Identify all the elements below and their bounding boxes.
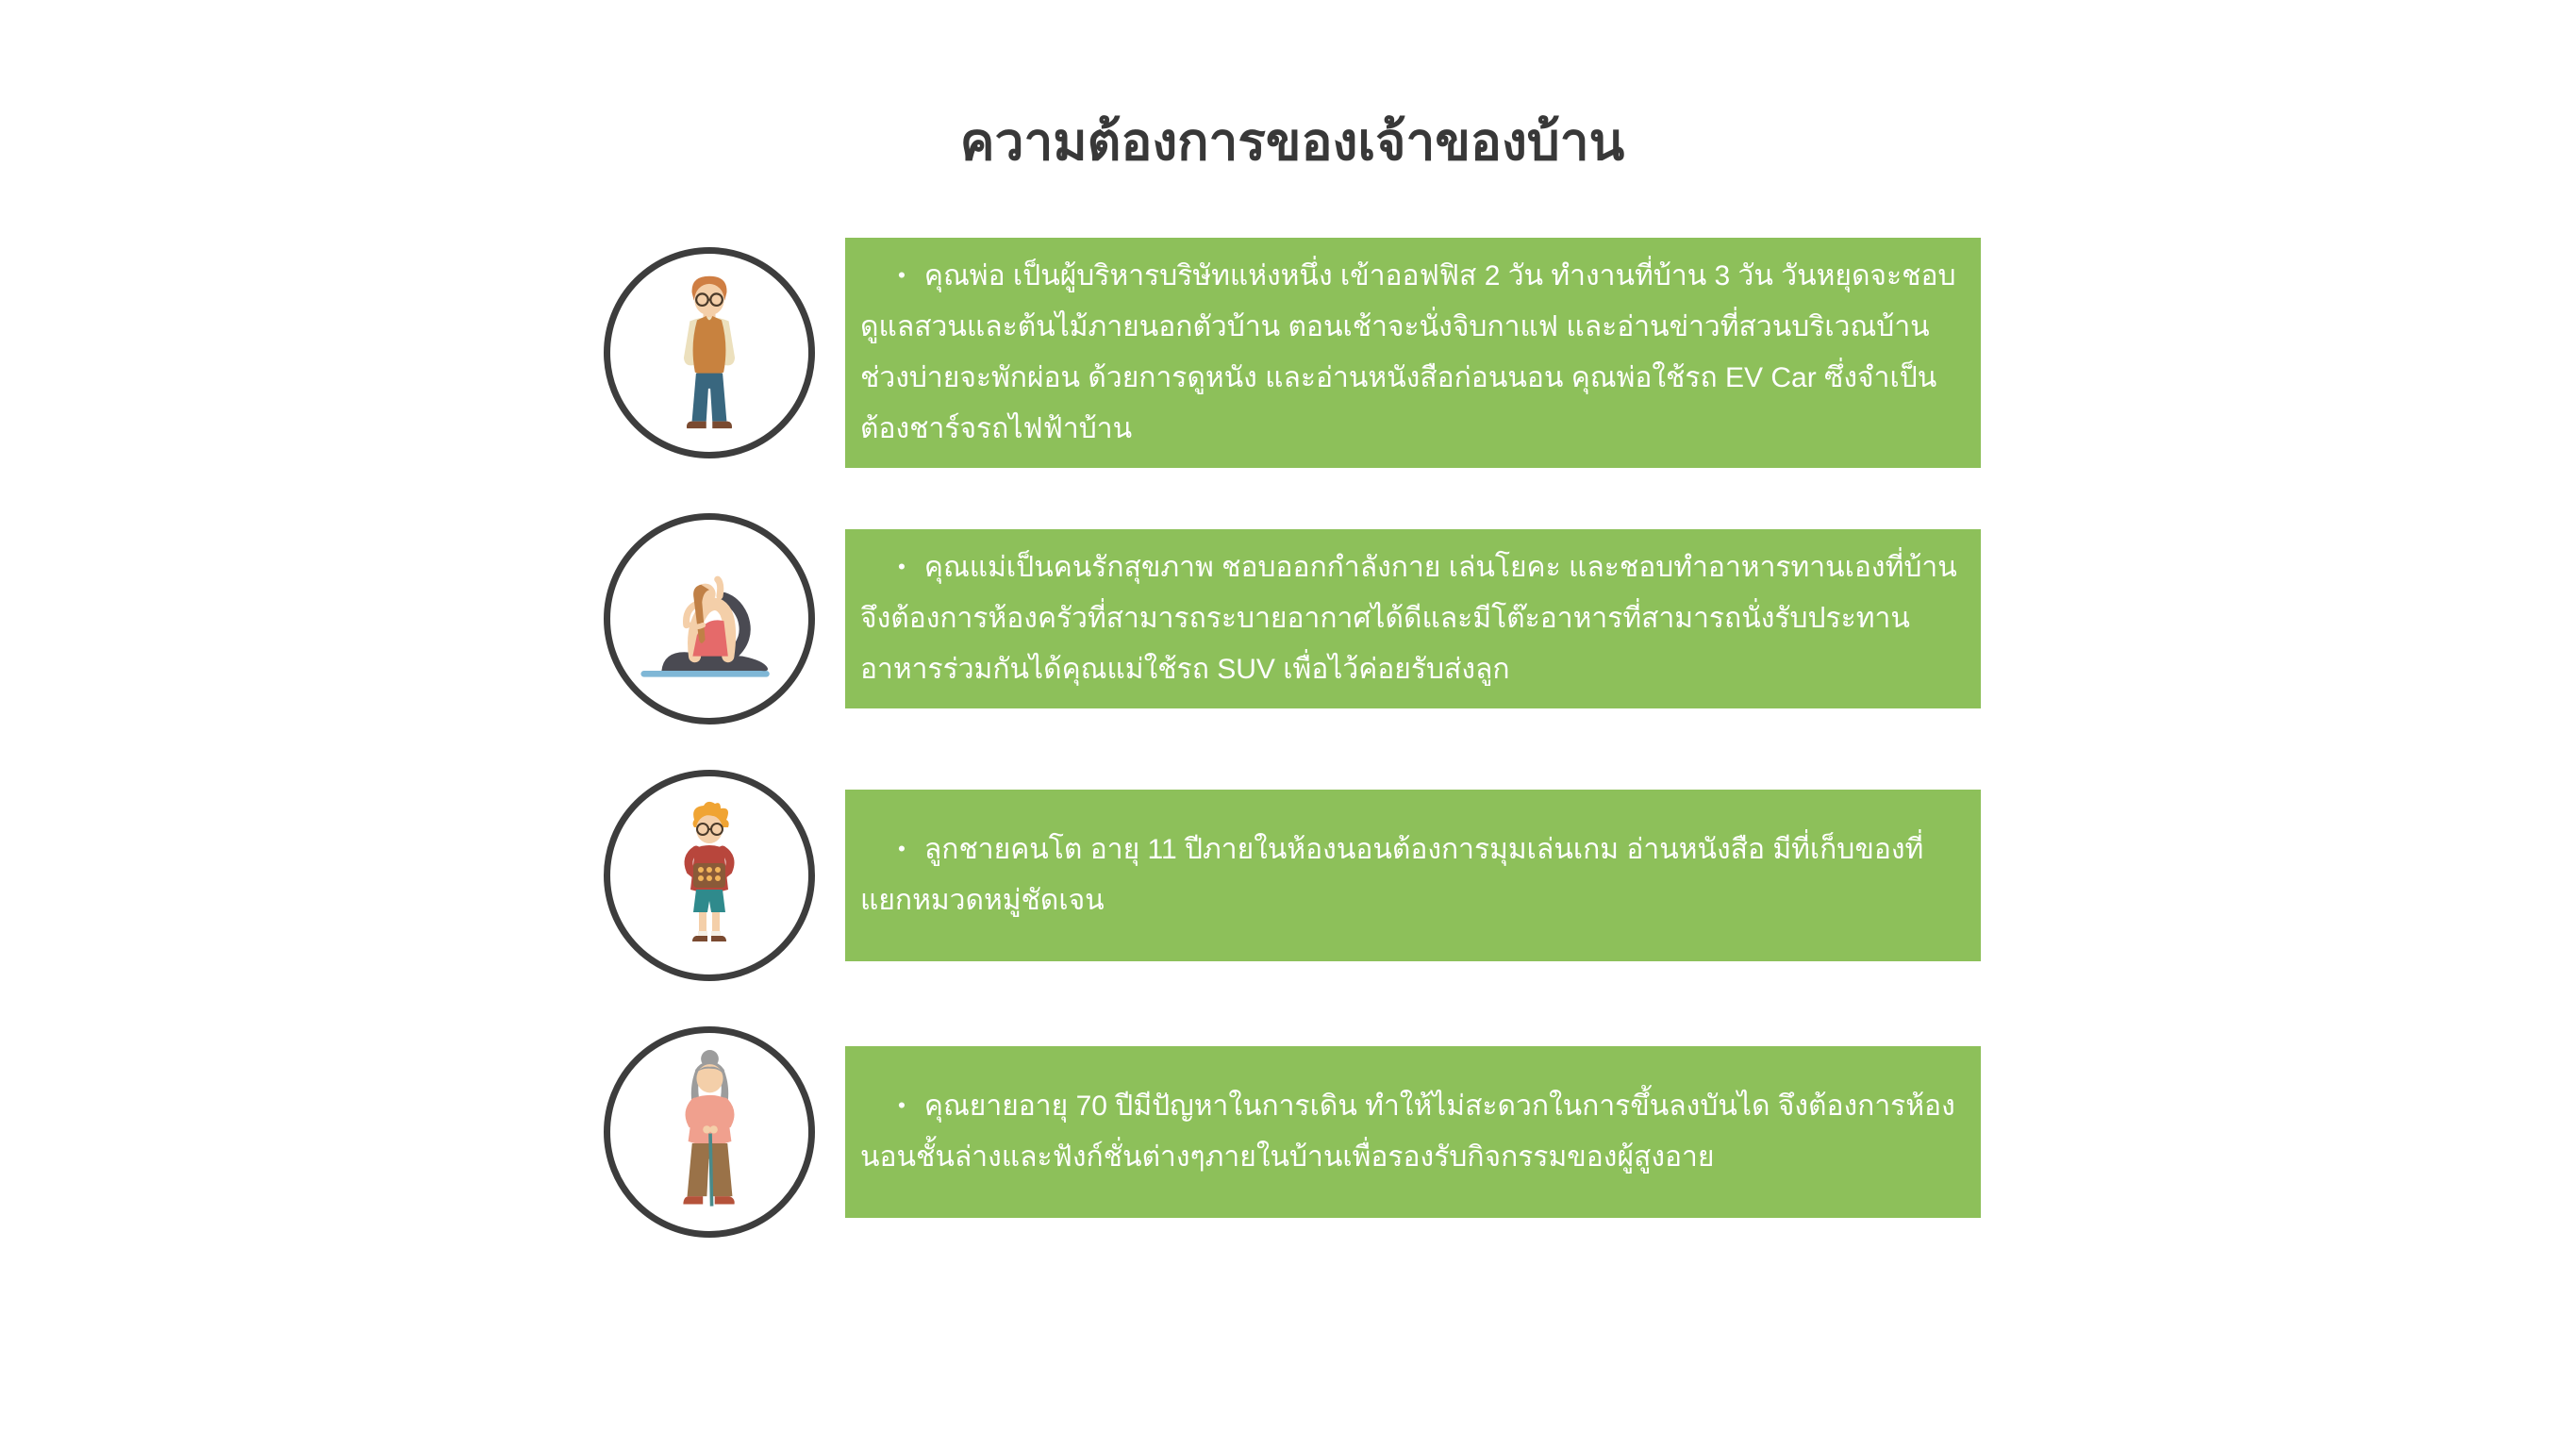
requirement-box-son [845, 790, 1981, 961]
requirement-row-son [604, 770, 1981, 981]
grandmother-icon [651, 1049, 769, 1216]
son-icon [653, 799, 766, 953]
requirement-box-mother [845, 529, 1981, 708]
grandmother-avatar [604, 1026, 815, 1238]
requirement-text [860, 1081, 1960, 1183]
page-title: ความต้องการของเจ้าของบ้าน [959, 112, 1625, 171]
requirement-text-mother: คุณแม่เป็นคนรักสุขภาพ ชอบออกกำลังกาย เล่นโยคะ และชอบทำอาหารทานเองที่บ้าน จึงต้องการห้องครัวที่สามารถระบายอากาศได้ดีและมีโต๊ะอาหารที่สามารถนั่งรับประทานอาหารร่วมกันได้คุณแม่ใช้รถ SUV เพื่อไว้ค่อยรับส่งลูก [860, 552, 1957, 685]
father-avatar [604, 247, 815, 458]
slide-content [604, 0, 1981, 1238]
requirement-text [860, 824, 1960, 926]
requirement-text [860, 542, 1960, 695]
bullet-icon: • [898, 1092, 906, 1117]
requirement-row-mother [604, 513, 1981, 724]
requirement-row-grandmother [604, 1026, 1981, 1238]
bullet-icon: • [898, 262, 906, 287]
requirement-row-father [604, 238, 1981, 468]
father-icon [648, 270, 771, 436]
requirement-text-father: คุณพ่อ เป็นผู้บริหารบริษัทแห่งหนึ่ง เข้าออฟฟิส 2 วัน ทำงานที่บ้าน 3 วัน วันหยุดจะชอบดูแลสวนและต้นไม้ภายนอกตัวบ้าน ตอนเช้าจะนั่งจิบกาแฟ และอ่านข่าวที่สวนบริเวณบ้าน ช่วงบ่ายจะพักผ่อน ด้วยการดูหนัง และอ่านหนังสือก่อนนอน คุณพ่อใช้รถ EV Car ซึ่งจำเป็นต้องชาร์จรถไฟฟ้าบ้าน [860, 260, 1956, 444]
bullet-icon: • [898, 554, 906, 578]
requirement-text [860, 251, 1960, 455]
mother-avatar [604, 513, 815, 724]
requirement-text-grandmother: คุณยายอายุ 70 ปีมีปัญหาในการเดิน ทำให้ไม่สะดวกในการขึ้นลงบันได จึงต้องการห้องนอนชั้นล่างและฟังก์ชั่นต่างๆภายในบ้านเพื่อรองรับกิจกรรมของผู้สูงอาย [860, 1091, 1955, 1173]
son-avatar [604, 770, 815, 981]
requirement-text-son: ลูกชายคนโต อายุ 11 ปีภายในห้องนอนต้องการมุมเล่นเกม อ่านหนังสือ มีที่เก็บของที่แยกหมวดหมู่ชัดเจน [860, 834, 1924, 916]
requirement-box-grandmother [845, 1046, 1981, 1218]
mother-yoga-icon [626, 548, 792, 690]
bullet-icon: • [898, 836, 906, 860]
requirement-box-father [845, 238, 1981, 468]
requirements-list [604, 238, 1981, 1238]
